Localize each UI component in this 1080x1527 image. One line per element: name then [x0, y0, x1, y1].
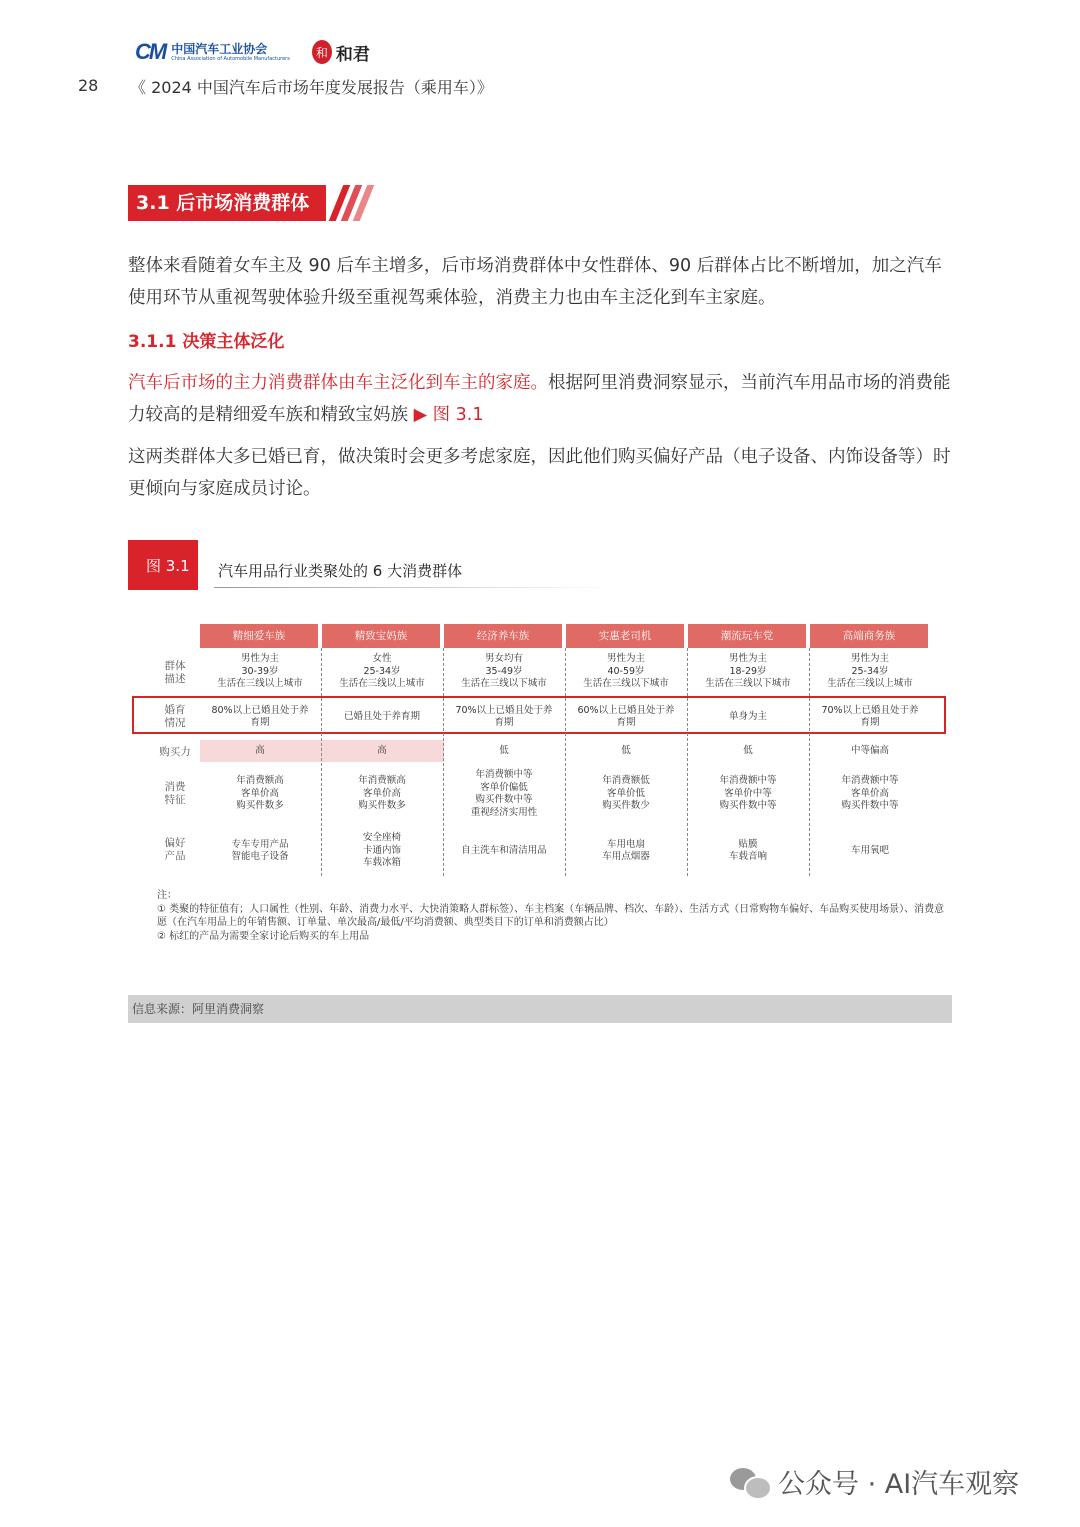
figure-heading — [128, 540, 628, 590]
group-cell-consumption: 年消费额中等 客单价偏低 购买件数中等 重视经济实用性 — [470, 769, 538, 818]
row-label-consumption: 消费 特征 — [164, 781, 186, 806]
caam-logo — [135, 39, 290, 65]
subsection-heading: 3.1.1 决策主体泛化 — [128, 332, 285, 352]
group-cell-preference: 专车专用产品 智能电子设备 — [231, 838, 289, 862]
row-label-marriage: 婚育 情况 — [164, 704, 186, 729]
paragraph-family: 这两类群体大多已婚已育，做决策时会更多考虑家庭，因此他们购买偏好产品（电子设备、内饰设备等）时更倾向与家庭成员讨论。 — [128, 447, 951, 499]
group-header: 精细爱车族 — [200, 624, 318, 648]
group-cell-desc: 女性 25-34岁 生活在三线以上城市 — [339, 653, 425, 690]
figure-label: 图 3.1 — [138, 552, 198, 579]
group-cell-desc: 男女均有 35-49岁 生活在三线以下城市 — [461, 653, 547, 690]
caam-logo-mark: CM — [135, 39, 166, 64]
row-label-preference: 偏好 产品 — [164, 837, 186, 862]
group-cell-preference: 安全座椅 卡通内饰 车载冰箱 — [362, 832, 401, 869]
group-header: 潮流玩车党 — [688, 624, 806, 648]
group-cell-desc: 男性为主 18-29岁 生活在三线以下城市 — [705, 653, 791, 690]
section-heading-text: 3.1 后市场消费群体 — [128, 185, 326, 221]
hejun-name: 和君 — [335, 44, 370, 65]
figure-title: 汽车用品行业类聚处的 6 大消费群体 — [218, 562, 463, 580]
row-label-buying: 购买力 — [159, 746, 191, 758]
note-1: ① 类聚的特征值有；人口属性（性别、年龄、消费力水平、大快消策略人群标签）、车主档案（车辆品牌、档次、车龄）、生活方式（日常购物车偏好、车品购买使用场景）、消费意愿（在汽车用品上的年销售额、订单量、单次最高/最低/平均消费额、典型类目下的订单和消费额占比） — [157, 903, 945, 928]
group-header: 精致宝妈族 — [322, 624, 440, 648]
group-cell-desc: 男性为主 25-34岁 生活在三线以上城市 — [827, 653, 913, 690]
figure-notes — [157, 889, 947, 943]
note-2: ② 标红的产品为需要全家讨论后购买的车上用品 — [157, 930, 370, 942]
group-cell-marriage: 70%以上已婚且处于养 育期 — [821, 704, 919, 728]
group-cell-consumption: 年消费额中等 客单价高 购买件数中等 — [841, 775, 899, 812]
group-cell-marriage: 单身为主 — [728, 710, 767, 722]
paragraph-text: 根据阿里消费洞察显示，当前汽车用品市场的消费能力较高的是精细爱车族和精致宝妈族 — [128, 373, 951, 425]
group-cell-consumption: 年消费额高 客单价高 购买件数多 — [358, 775, 406, 812]
highlighted-sentence: 汽车后市场的主力消费群体由车主泛化到车主的家庭。 — [128, 373, 548, 393]
group-cell-preference: 自主洗车和清洁用品 — [461, 844, 547, 856]
group-header: 高端商务族 — [810, 624, 928, 648]
group-cell-buying: 中等偏高 — [850, 744, 889, 756]
source-bar: 信息来源：阿里消费洞察 — [128, 995, 952, 1023]
header-logos — [135, 36, 370, 68]
wechat-icon — [730, 1466, 770, 1498]
group-header: 经济养车族 — [444, 624, 562, 648]
paragraph-decision — [128, 367, 953, 431]
group-cell-preference: 车用电扇 车用点烟器 — [602, 838, 650, 862]
group-cell-marriage: 70%以上已婚且处于养 育期 — [455, 704, 553, 728]
watermark-text: 公众号 · AI汽车观察 — [778, 1469, 1020, 1500]
paragraph-intro: 整体来看随着女车主及 90 后车主增多，后市场消费群体中女性群体、90 后群体占比不断增加，加之汽车使用环节从重视驾驶体验升级至重视驾乘体验，消费主力也由车主泛化到车主家庭。 — [128, 256, 942, 308]
group-cell-buying: 低 — [743, 744, 753, 756]
caam-name-en: China Association of Automobile Manufacturers — [171, 55, 290, 62]
group-cell-buying: 低 — [499, 744, 509, 756]
section-heading — [128, 185, 368, 221]
caam-name-cn: 中国汽车工业协会 — [171, 41, 268, 56]
group-cell-desc: 男性为主 30-39岁 生活在三线以上城市 — [217, 653, 303, 690]
group-cell-marriage: 已婚且处于养育期 — [343, 710, 420, 722]
group-cell-consumption: 年消费额高 客单价高 购买件数多 — [236, 775, 284, 812]
group-cell-desc: 男性为主 40-59岁 生活在三线以下城市 — [583, 653, 669, 690]
group-cell-consumption: 年消费额低 客单价低 购买件数少 — [602, 775, 650, 812]
group-cell-buying: 高 — [377, 744, 387, 756]
document-title: 《 2024 中国汽车后市场年度发展报告（乘用车）》 — [130, 78, 493, 97]
group-cell-buying: 高 — [255, 744, 265, 756]
notes-title: 注： — [157, 890, 177, 901]
hejun-logo — [312, 40, 370, 65]
figure-reference-link[interactable]: ▶ 图 3.1 — [413, 405, 484, 425]
figure-underline — [214, 587, 614, 588]
watermark — [730, 1462, 1019, 1501]
group-cell-buying: 低 — [621, 744, 631, 756]
group-header: 实惠老司机 — [566, 624, 684, 648]
group-cell-marriage: 60%以上已婚且处于养 育期 — [577, 704, 675, 728]
row-label-desc: 群体 描述 — [164, 660, 186, 685]
group-cell-preference: 车用氧吧 — [850, 844, 889, 856]
hejun-seal-icon: 和 — [312, 40, 332, 64]
group-cell-consumption: 年消费额中等 客单价中等 购买件数中等 — [719, 775, 777, 812]
group-cell-marriage: 80%以上已婚且处于养 育期 — [211, 704, 309, 728]
group-cell-preference: 贴膜 车载音响 — [728, 838, 767, 862]
page-number: 28 — [78, 76, 99, 95]
